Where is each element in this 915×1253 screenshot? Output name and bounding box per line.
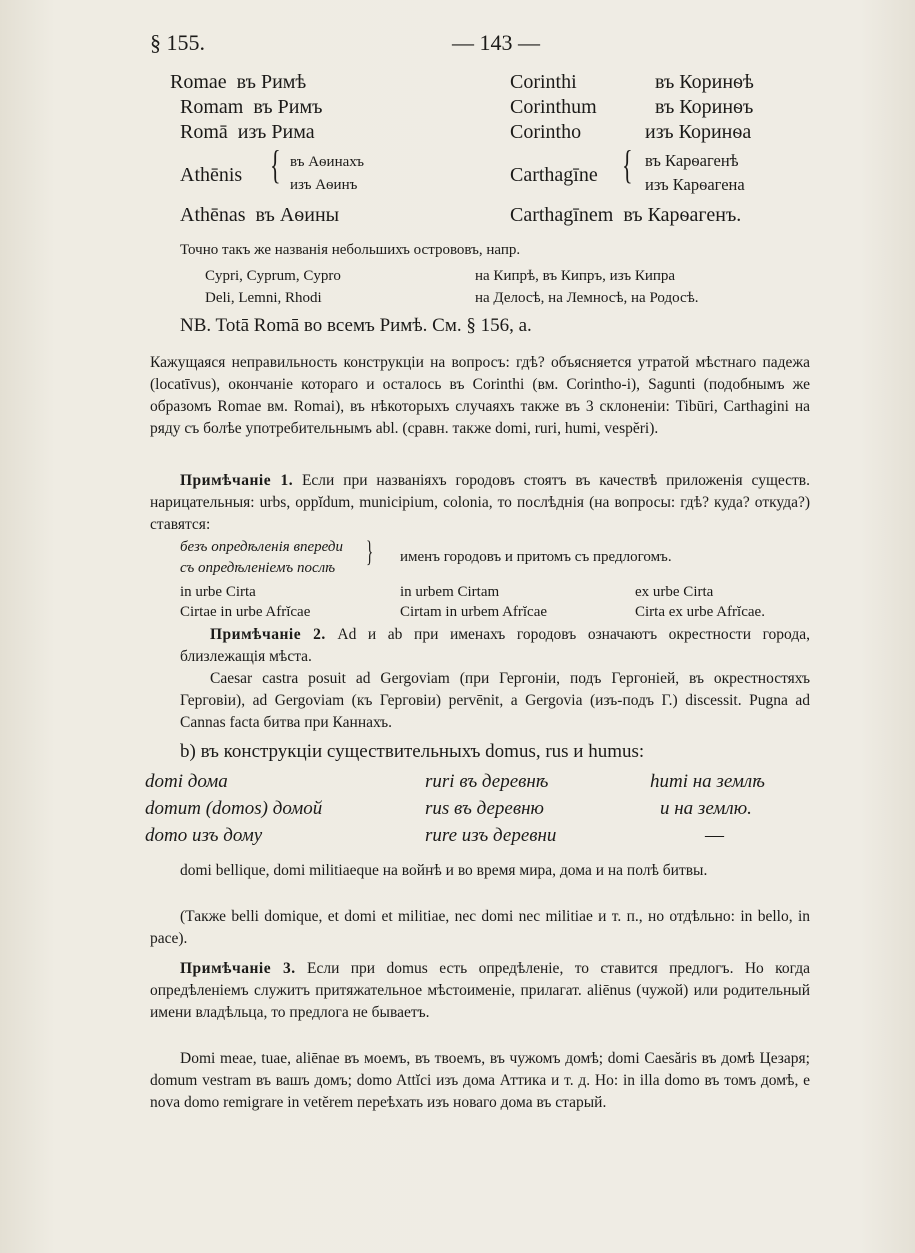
city-row-right-5 [510, 203, 741, 227]
section-number: § 155. [150, 30, 205, 55]
latin-word: Carthagīne [510, 164, 598, 186]
table-cell: rus въ деревню [425, 798, 544, 819]
brace: } [366, 535, 374, 568]
table-cell: humi на землѣ [650, 771, 765, 792]
note-1 [150, 470, 810, 536]
paragraph-locative: Кажущаяся неправильность конструкціи на вопросъ: гдѣ? объясняется утратой мѣстнаго падежа (locatīvus), окончаніе котораго и осталось въ Corinthi (вм. Corintho-i), Sagunti (подобнымъ же образомъ Romae вм. Romai), въ нѣкоторыхъ случаяхъ также въ 3 склоненіи: Tibūri, Carthagini на ряду съ болѣе употребительнымъ abl. (сравн. также domi, ruri, humi, vespĕri). [150, 354, 810, 437]
note-1-line-1: безъ опредѣленія впереди [180, 539, 344, 555]
table-cell: ruri въ деревнѣ [425, 771, 549, 792]
islands-latin: Cypri, Cyprum, Cypro [205, 268, 341, 284]
note-title: Примѣчаніе 1. [180, 472, 294, 489]
city-row-left-3 [180, 120, 315, 144]
islands-intro: Точно такъ же названія небольшихъ острововъ, напр. [180, 242, 521, 258]
translation: изъ Аѳинъ [290, 177, 358, 193]
translation: изъ Рима [237, 121, 315, 143]
translation: изъ Карѳагена [645, 175, 745, 194]
note-title: Примѣчаніе 3. [180, 960, 296, 977]
example: Cirtam in urbem Afrĭcae [400, 604, 548, 620]
translation: въ Римъ [253, 96, 323, 118]
paragraph-also: (Также belli domique, et domi et militiae, nec domi nec militiae и т. п., но отдѣльно: in bello, in pace). [150, 908, 810, 947]
translation: въ Карѳагенъ. [623, 204, 742, 226]
translation: въ Аѳины [255, 204, 340, 226]
city-row-left-2 [180, 95, 322, 119]
note-2-example: Caesar castra posuit ad Gergoviam (при Гергоніи, подъ Гергоніей, въ окрестностяхъ Герговіи), ad Gergoviam (къ Герговіи) pervēnit, a Gergovia (изъ-подъ Г.) discessit. Pugna ad Cannas facta битва при Каннахъ. [180, 670, 810, 731]
page-number: — 143 — [452, 30, 540, 55]
example: Cirta ex urbe Afrĭcae. [635, 604, 765, 620]
translation: въ Карѳагенѣ [645, 151, 739, 170]
latin-word-athenis: Athēnis [180, 164, 243, 186]
translation: въ Аѳинахъ [290, 154, 364, 170]
latin-word: Romae [170, 71, 227, 93]
example: Cirtae in urbe Afrĭcae [180, 604, 311, 620]
table-cell: domum (domos) домой [145, 798, 323, 819]
table-cell: rure изъ деревни [425, 825, 557, 846]
city-row-left-1 [170, 70, 306, 94]
note-3 [150, 958, 810, 1024]
note-1-brace-text: именъ городовъ и притомъ съ предлогомъ. [400, 549, 672, 565]
city-row-left-5 [180, 203, 339, 227]
latin-word: Romam [180, 96, 244, 118]
latin-word: Corinthum [510, 96, 597, 118]
translation: въ Коринѳъ [655, 96, 754, 118]
note-text: Ad и ab при именахъ городовъ означаютъ окрестности города, близлежащія мѣста. [180, 626, 810, 665]
nb-note: NB. Totā Romā во всемъ Римѣ. См. § 156, а. [180, 315, 532, 336]
latin-word: Corintho [510, 121, 582, 143]
paragraph-domi: domi bellique, domi militiaeque на войнѣ и во время мира, дома и на полѣ битвы. [180, 862, 708, 879]
note-1-line-2: съ опредѣленіемъ послѣ [180, 560, 336, 576]
latin-word: Athēnas [180, 204, 246, 226]
note-text: Если при domus есть опредѣленіе, то ставится предлогъ. Но когда опредѣленіемъ служитъ притяжательное мѣстоименіе, прилагат. aliēnus (чужой) или родительный имени владѣльца, то предлога не бываетъ. [150, 960, 811, 1021]
table-cell: domi дома [145, 771, 228, 792]
table-cell: domo изъ дому [145, 825, 263, 846]
translation: изъ Коринѳа [645, 121, 752, 143]
note-2 [180, 624, 810, 668]
latin-word: Carthagīnem [510, 204, 614, 226]
islands-translation: на Делосѣ, на Лемносѣ, на Родосѣ. [475, 290, 699, 306]
islands-latin: Deli, Lemni, Rhodi [205, 290, 322, 306]
section-b-heading: b) въ конструкціи существительныхъ domus, rus и humus: [180, 741, 645, 762]
table-cell: — [705, 825, 724, 846]
islands-translation: на Кипрѣ, въ Кипръ, изъ Кипра [475, 268, 676, 284]
translation: въ Коринѳѣ [655, 71, 754, 93]
example: ex urbe Cirta [635, 584, 714, 600]
latin-word: Corinthi [510, 71, 577, 93]
translation: въ Римѣ [236, 71, 307, 93]
example: in urbe Cirta [180, 584, 256, 600]
note-text: Если при названіяхъ городовъ стоятъ въ качествѣ приложенія существ. нарицательныя: urbs, oppĭdum, municipium, colonia, то послѣднія (на вопросы: гдѣ? куда? откуда?) ставятся: [150, 472, 811, 533]
brace: { [270, 142, 281, 187]
note-title: Примѣчаніе 2. [210, 626, 326, 643]
note-3-example: Domi meae, tuae, aliēnae въ моемъ, въ твоемъ, въ чужомъ домѣ; domi Caesăris въ домѣ Цезаря; domum vestram въ вашъ домъ; domo Attĭci изъ дома Аттика и т. д. Но: in illa domo въ томъ домѣ, e nova domo remigrare in vetĕrem переѣхать изъ новаго дома въ старый. [150, 1050, 810, 1111]
table-cell: и на землю. [660, 798, 752, 819]
brace: { [622, 142, 633, 187]
example: in urbem Cirtam [400, 584, 500, 600]
latin-word: Romā [180, 121, 228, 143]
